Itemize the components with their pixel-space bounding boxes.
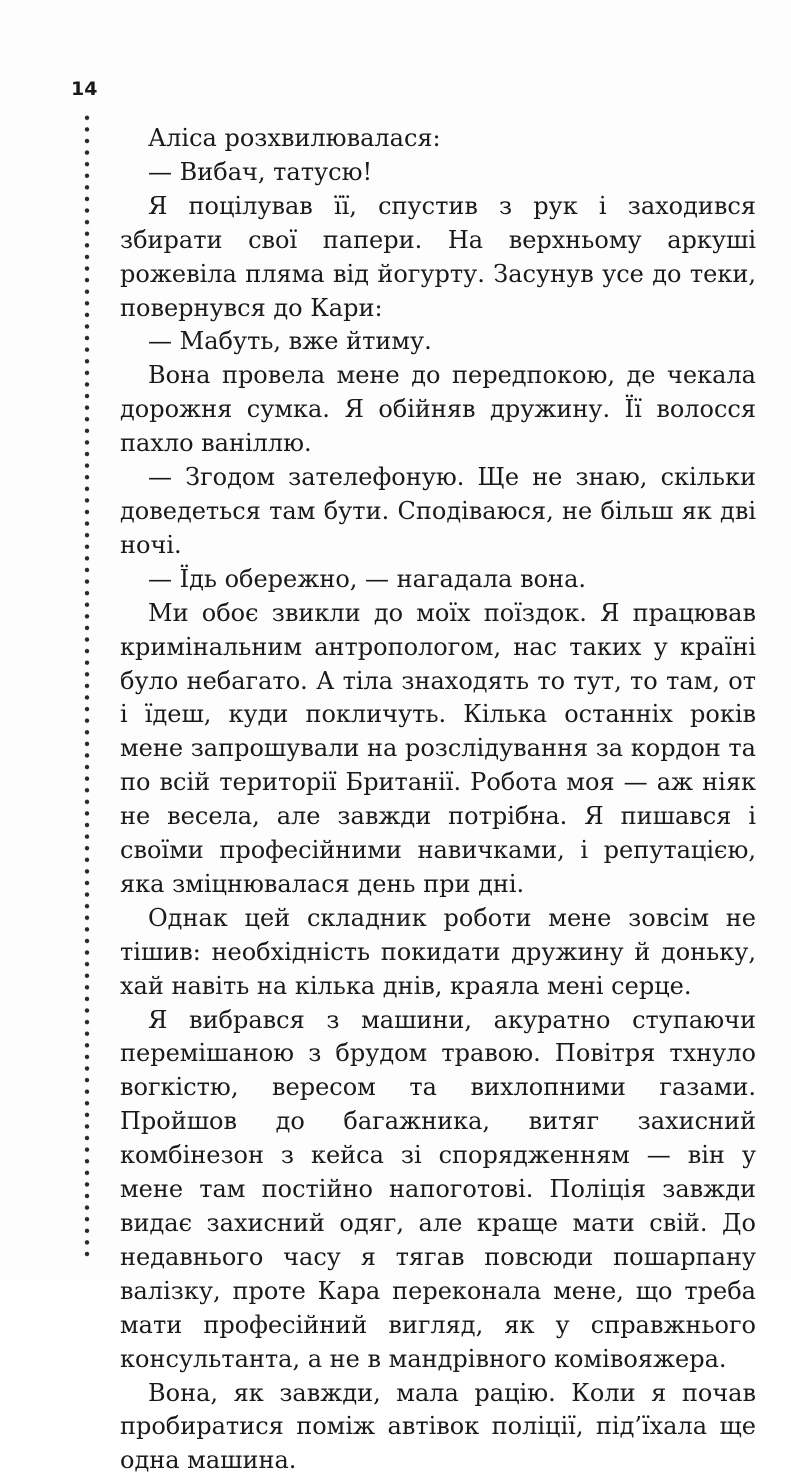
paragraph: Однак цей складник роботи мене зовсім не тішив: необхідність покидати дружину й доньку, хай навіть на кілька днів, краяла мені серце. — [120, 903, 756, 1000]
paragraph: — Їдь обережно, — нагадала вона. — [148, 564, 587, 593]
paragraph: — Мабуть, вже йтиму. — [148, 327, 432, 356]
dotted-margin-rule — [84, 112, 90, 1262]
paragraph: Аліса розхвилювалася: — [148, 124, 441, 152]
paragraph: — Згодом зателефоную. Ще не знаю, скільки доведеться там бути. Сподіваюся, не більш як дві ночі. — [120, 463, 756, 559]
paragraph: Ми обоє звикли до моїх поїздок. Я працював кримінальним антропологом, нас таких у країні було небагато. А тіла знаходять то тут, то там, от і їдеш, куди покличуть. Кілька останніх років мене запрошували на розслідування за кордон та по всій території Британії. Робота моя — аж ніяк не весела, але завжди потрібна. Я пишався і своїми професійними навичками, і репутацією, яка зміцнювалася день при дні. — [120, 598, 756, 898]
paragraph: — Вибач, татусю! — [148, 157, 373, 186]
paragraph: Вона, як завжди, мала рацію. Коли я почав пробиратися поміж автівок поліції, під’їхала ще одна машина. — [120, 1378, 756, 1475]
paragraph: Вона провела мене до передпокою, де чекала дорожня сумка. Я обійняв дружину. Її волосся пахло ваніллю. — [120, 361, 756, 458]
page-number: 14 — [71, 78, 98, 100]
paragraph: Я вибрався з машини, акуратно ступаючи перемішаною з брудом травою. Повітря тхнуло вогкістю, вересом та вихлопними газами. Пройшов до багажника, витяг захисний комбінезон з кейса зі спорядженням — він у мене там постійно напоготові. Поліція завжди видає захисний одяг, але краще мати свій. До недавнього часу я тягав повсюди пошарпану валізку, проте Кара переконала мене, що треба мати професійний вигляд, як у справжнього консультанта, а не в мандрівного комівояжера. — [120, 1005, 756, 1373]
body-text — [120, 122, 756, 1478]
paragraph: Я поцілував її, спустив з рук і заходився збирати свої папери. На верхньому аркуші рожевіла пляма від йогурту. Засунув усе до теки, повернувся до Кари: — [120, 191, 756, 322]
